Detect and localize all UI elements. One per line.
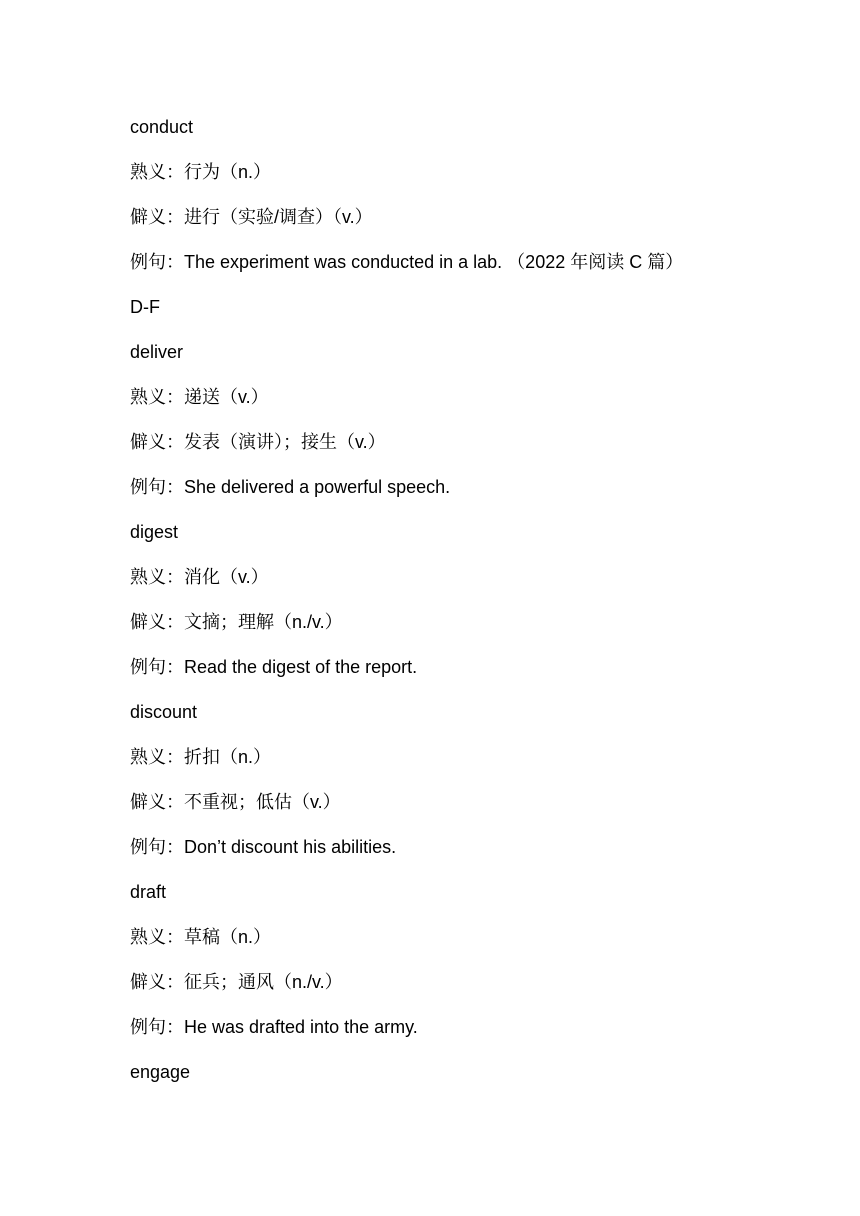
rare-meaning: 僻义：发表（演讲）；接生（v.） (130, 432, 386, 452)
rare-meaning: 僻义：征兵；通风（n./v.） (130, 972, 343, 992)
example-sentence: 例句：She delivered a powerful speech. (130, 477, 451, 497)
word-heading: draft (130, 882, 167, 902)
rare-meaning: 僻义：不重视；低估（v.） (130, 792, 341, 812)
example-sentence: 例句：The experiment was conducted in a lab. （2022 年阅读 C 篇） (130, 252, 684, 272)
word-heading: conduct (130, 117, 194, 137)
example-sentence: 例句：He was drafted into the army. (130, 1017, 418, 1037)
word-heading: digest (130, 522, 179, 542)
word-heading: engage (130, 1062, 191, 1082)
common-meaning: 熟义：递送（v.） (130, 387, 269, 407)
word-heading: discount (130, 702, 198, 722)
common-meaning: 熟义：折扣（n.） (130, 747, 272, 767)
section-heading: D-F (130, 297, 160, 317)
common-meaning: 熟义：行为（n.） (130, 162, 272, 182)
example-sentence: 例句：Read the digest of the report. (130, 657, 418, 677)
common-meaning: 熟义：草稿（n.） (130, 927, 272, 947)
rare-meaning: 僻义：文摘；理解（n./v.） (130, 612, 343, 632)
common-meaning: 熟义：消化（v.） (130, 567, 269, 587)
rare-meaning: 僻义：进行（实验/调查）（v.） (130, 207, 373, 227)
example-sentence: 例句：Don’t discount his abilities. (130, 837, 397, 857)
word-heading: deliver (130, 342, 184, 362)
